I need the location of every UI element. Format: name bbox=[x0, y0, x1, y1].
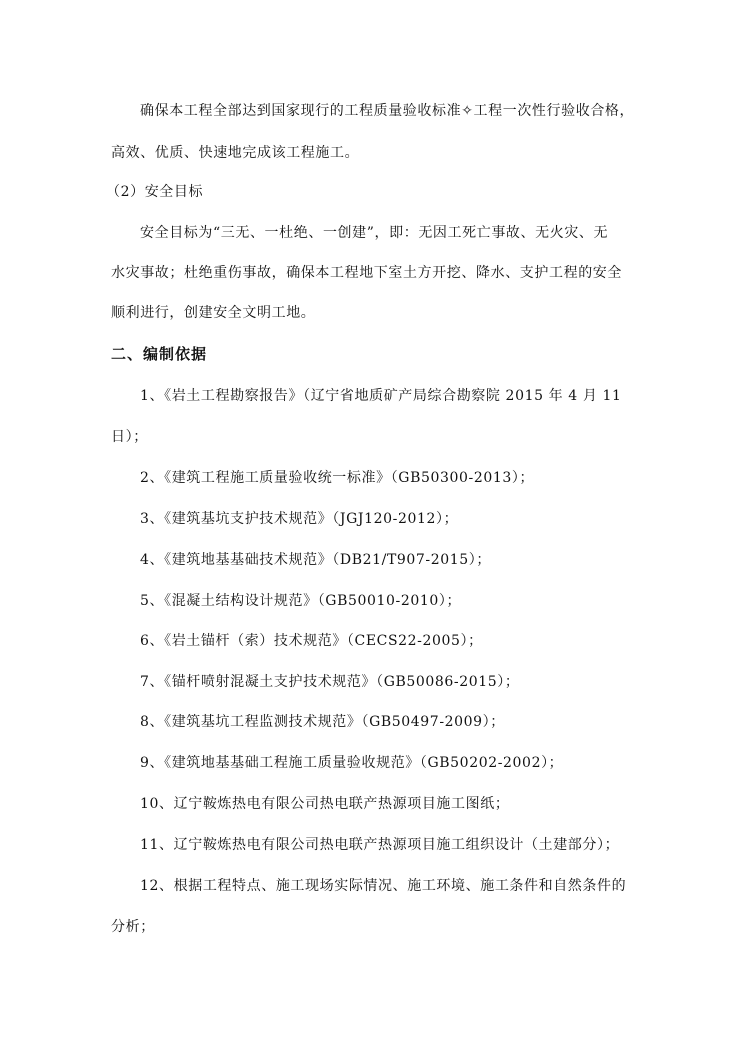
basis-item: 12、根据工程特点、施工现场实际情况、施工环境、施工条件和自然条件的 bbox=[140, 878, 627, 894]
safety-paragraph-line-2: 水灾事故；杜绝重伤事故，确保本工程地下室土方开挖、降水、支护工程的安全 bbox=[111, 265, 622, 281]
safety-paragraph-line-3: 顺利进行，创建安全文明工地。 bbox=[111, 305, 316, 321]
section-heading: 二、编制依据 bbox=[111, 345, 208, 363]
basis-item: 1、《岩土工程勘察报告》（辽宁省地质矿产局综合勘察院 2015 年 4 月 11 bbox=[140, 388, 622, 404]
basis-item: 日）； bbox=[111, 429, 148, 445]
basis-item: 分析； bbox=[111, 919, 155, 935]
basis-item: 8、《建筑基坑工程监测技术规范》（GB50497-2009）； bbox=[140, 714, 505, 730]
basis-item: 2、《建筑工程施工质量验收统一标准》（GB50300-2013）； bbox=[140, 470, 535, 486]
safety-paragraph-line-1: 安全目标为“三无、一杜绝、一创建”，即：无因工死亡事故、无火灾、无 bbox=[140, 225, 609, 241]
basis-item: 11、辽宁鞍炼热电有限公司热电联产热源项目施工组织设计（土建部分）； bbox=[140, 837, 620, 853]
basis-item: 6、《岩土锚杆（索）技术规范》（CECS22-2005）； bbox=[140, 633, 483, 649]
quality-paragraph-line-1: 确保本工程全部达到国家现行的工程质量验收标准✧工程一次性行验收合格， bbox=[140, 103, 635, 119]
basis-item: 3、《建筑基坑支护技术规范》（JGJ120-2012）； bbox=[140, 511, 459, 527]
basis-item: 9、《建筑地基基础工程施工质量验收规范》（GB50202-2002）； bbox=[140, 755, 564, 771]
quality-paragraph-line-2: 高效、优质、快速地完成该工程施工。 bbox=[111, 145, 360, 161]
basis-item: 4、《建筑地基基础技术规范》（DB21/T907-2015）； bbox=[140, 552, 491, 568]
safety-subheading: （2）安全目标 bbox=[106, 184, 204, 200]
basis-item: 7、《锚杆喷射混凝土支护技术规范》（GB50086-2015）； bbox=[140, 674, 520, 690]
basis-item: 10、辽宁鞍炼热电有限公司热电联产热源项目施工图纸； bbox=[140, 796, 510, 812]
basis-item: 5、《混凝土结构设计规范》（GB50010-2010）； bbox=[140, 593, 462, 609]
